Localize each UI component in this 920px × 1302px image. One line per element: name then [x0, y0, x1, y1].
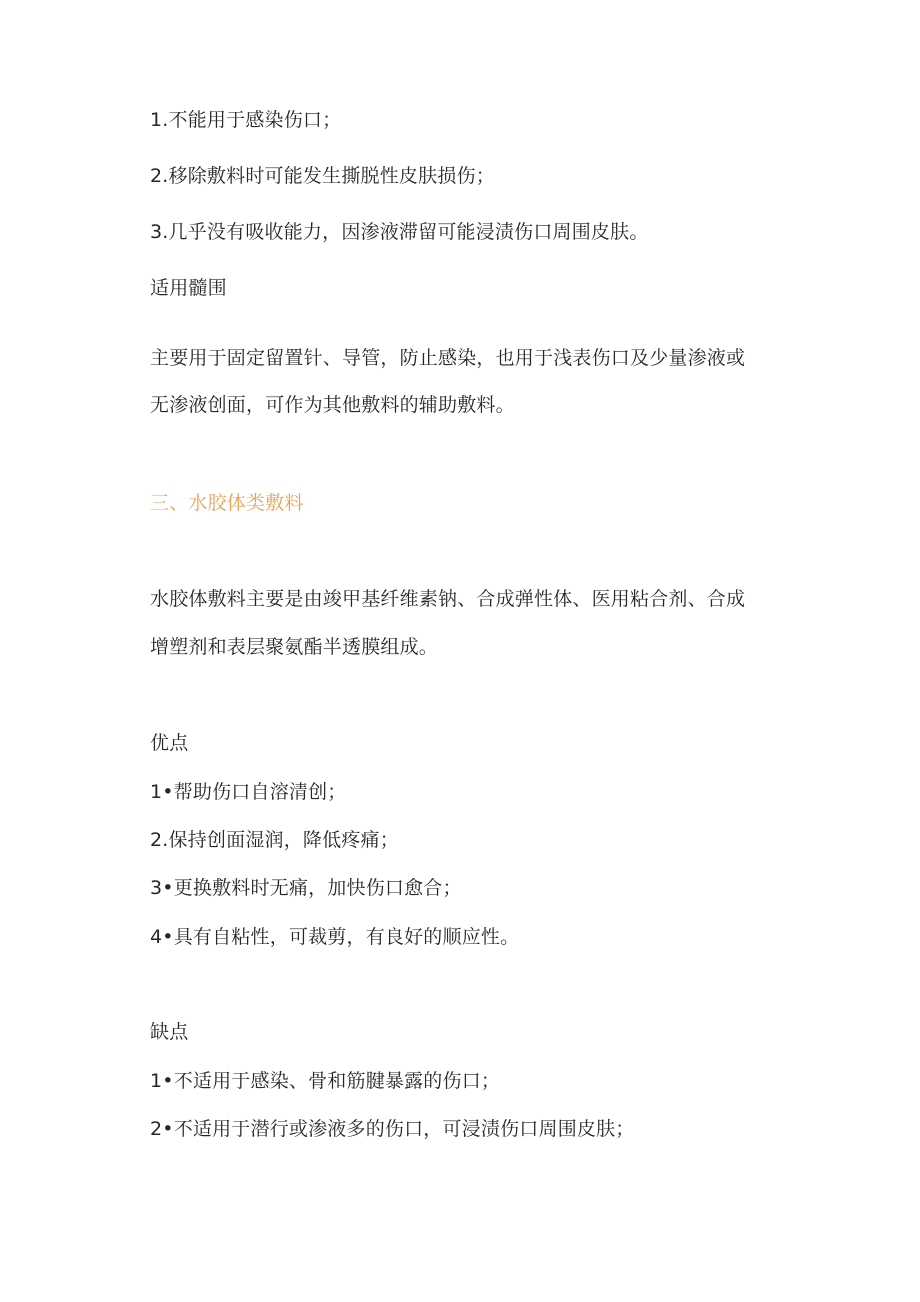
intro-line-2: 增塑剂和表层聚氨酯半透膜组成。 — [150, 636, 439, 658]
advantages-label: 优点 — [150, 732, 189, 754]
advantage-item-1: 1•帮助伤口自溶清创； — [150, 781, 347, 803]
hydrocolloid-disadvantage-1: 1•不适用于感染、骨和筋腱暴露的伤口； — [150, 1070, 501, 1092]
advantage-item-3: 3•更换敷料时无痛，加快伤口愈合； — [150, 877, 462, 899]
scope-text-line-2: 无渗液创面，可作为其他敷料的辅助敷料。 — [150, 394, 515, 416]
disadvantages-label: 缺点 — [150, 1021, 189, 1043]
section-heading: 三、水胶体类敷料 — [150, 492, 304, 514]
scope-label: 适用髓围 — [150, 277, 227, 299]
scope-text-line-1: 主要用于固定留置针、导管，防止感染，也用于浅表伤口及少量渗液或 — [150, 347, 746, 369]
intro-line-1: 水胶体敷料主要是由竣甲基纤维素钠、合成弹性体、医用粘合剂、合成 — [150, 588, 746, 610]
hydrocolloid-disadvantage-2: 2•不适用于潜行或渗液多的伤口，可浸渍伤口周围皮肤； — [150, 1118, 635, 1140]
advantage-item-4: 4•具有自粘性，可裁剪，有良好的顺应性。 — [150, 926, 520, 948]
advantage-item-2: 2.保持创面湿润，降低疼痛； — [150, 829, 399, 851]
disadvantage-item-2: 2.移除敷料时可能发生撕脱性皮肤损伤； — [150, 165, 495, 187]
disadvantage-item-3: 3.几乎没有吸收能力，因渗液滞留可能浸渍伤口周围皮肤。 — [150, 221, 649, 243]
disadvantage-item-1: 1.不能用于感染伤口； — [150, 109, 342, 131]
